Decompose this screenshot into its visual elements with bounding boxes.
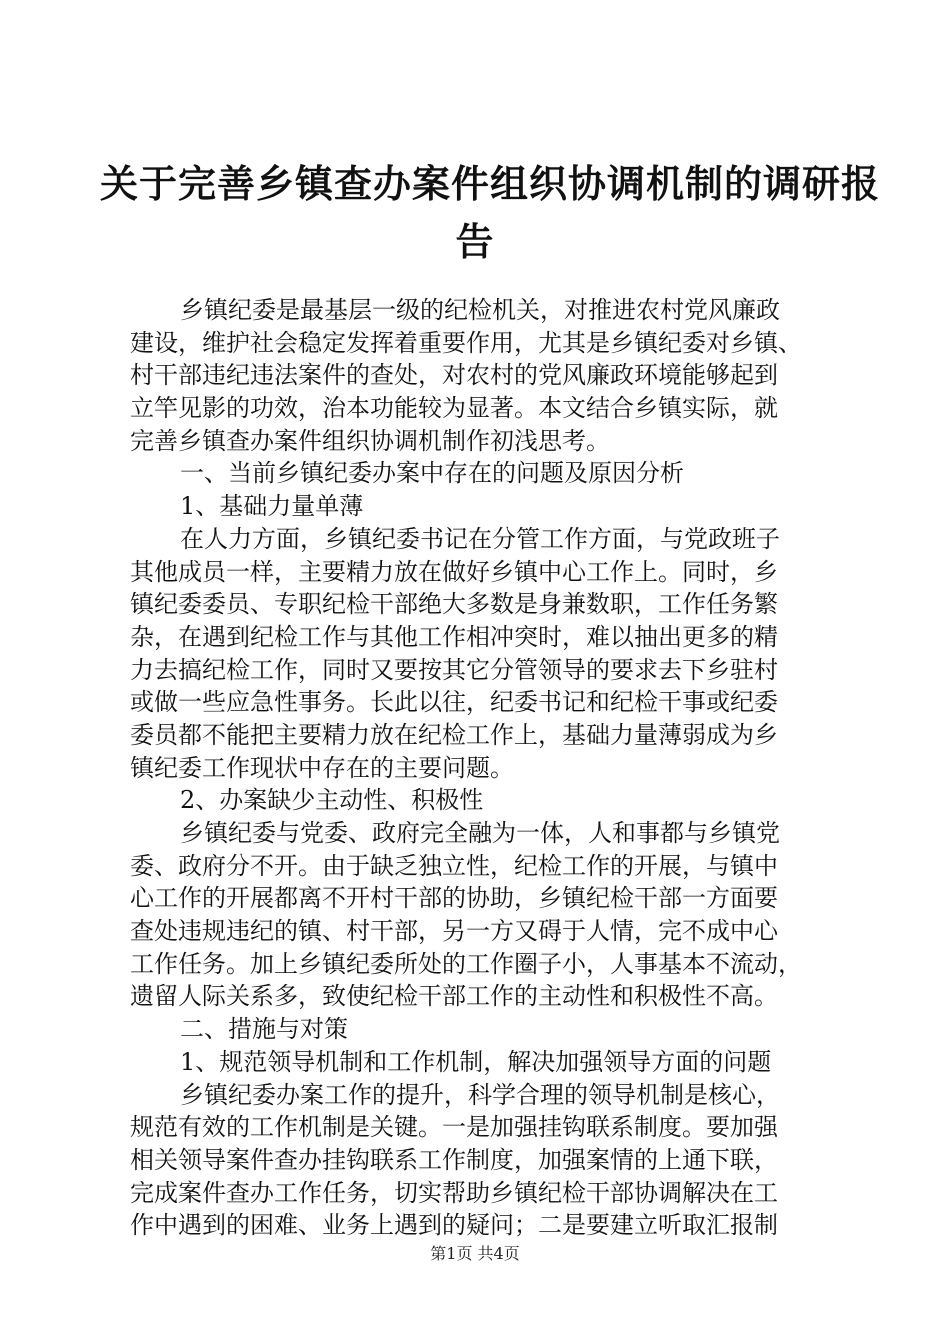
body-line: 杂，在遇到纪检工作与其他工作相冲突时，难以抽出更多的精 — [130, 622, 778, 651]
body-line: 2、办案缺少主动性、积极性 — [180, 786, 484, 815]
body-line: 完善乡镇查办案件组织协调机制作初浅思考。 — [130, 426, 610, 455]
body-line: 委、政府分不开。由于缺乏独立性，纪检工作的开展，与镇中 — [130, 851, 778, 880]
body-line: 镇纪委工作现状中存在的主要问题。 — [130, 753, 514, 782]
body-line: 完成案件查办工作任务，切实帮助乡镇纪检干部协调解决在工 — [130, 1178, 778, 1207]
body-line: 乡镇纪委与党委、政府完全融为一体，人和事都与乡镇党 — [180, 819, 780, 847]
body-line: 工作任务。加上乡镇纪委所处的工作圈子小，人事基本不流动， — [130, 949, 802, 978]
body-line: 乡镇纪委是最基层一级的纪检机关，对推进农村党风廉政 — [180, 296, 780, 324]
document-body — [130, 294, 830, 1242]
body-line: 心工作的开展都离不开村干部的协助，乡镇纪检干部一方面要 — [130, 884, 778, 913]
body-line: 建设，维护社会稳定发挥着重要作用，尤其是乡镇纪委对乡镇、 — [130, 328, 802, 357]
body-line: 一、当前乡镇纪委办案中存在的问题及原因分析 — [180, 459, 684, 488]
body-line: 或做一些应急性事务。长此以往，纪委书记和纪检干事或纪委 — [130, 688, 778, 717]
body-line: 乡镇纪委办案工作的提升，科学合理的领导机制是核心， — [180, 1080, 780, 1109]
body-line: 作中遇到的困难、业务上遇到的疑问；二是要建立听取汇报制 — [130, 1211, 778, 1240]
body-line: 二、措施与对策 — [180, 1015, 348, 1044]
body-line: 1、规范领导机制和工作机制，解决加强领导方面的问题 — [180, 1047, 772, 1076]
body-line: 规范有效的工作机制是关键。一是加强挂钩联系制度。要加强 — [130, 1113, 778, 1142]
body-line: 委员都不能把主要精力放在纪检工作上，基础力量薄弱成为乡 — [130, 720, 778, 749]
body-line: 在人力方面，乡镇纪委书记在分管工作方面，与党政班子 — [180, 524, 780, 553]
body-line: 遗留人际关系多，致使纪检干部工作的主动性和积极性不高。 — [130, 982, 778, 1011]
body-line: 其他成员一样，主要精力放在做好乡镇中心工作上。同时，乡 — [130, 557, 778, 586]
document-title-line-2: 告 — [455, 220, 495, 264]
body-line: 村干部违纪违法案件的查处，对农村的党风廉政环境能够起到 — [130, 361, 778, 390]
document-title-line-1: 关于完善乡镇查办案件组织协调机制的调研报 — [100, 162, 881, 206]
body-line: 力去搞纪检工作，同时又要按其它分管领导的要求去下乡驻村 — [130, 655, 778, 684]
body-line: 相关领导案件查办挂钩联系工作制度，加强案情的上通下联， — [130, 1145, 778, 1174]
body-line: 1、基础力量单薄 — [180, 492, 364, 521]
body-line: 立竿见影的功效，治本功能较为显著。本文结合乡镇实际，就 — [130, 394, 778, 423]
body-line: 查处违规违纪的镇、村干部，另一方又碍于人情，完不成中心 — [130, 917, 778, 946]
body-line: 镇纪委委员、专职纪检干部绝大多数是身兼数职，工作任务繁 — [130, 590, 778, 619]
page-footer: 第1页 共4页 — [430, 1244, 520, 1263]
